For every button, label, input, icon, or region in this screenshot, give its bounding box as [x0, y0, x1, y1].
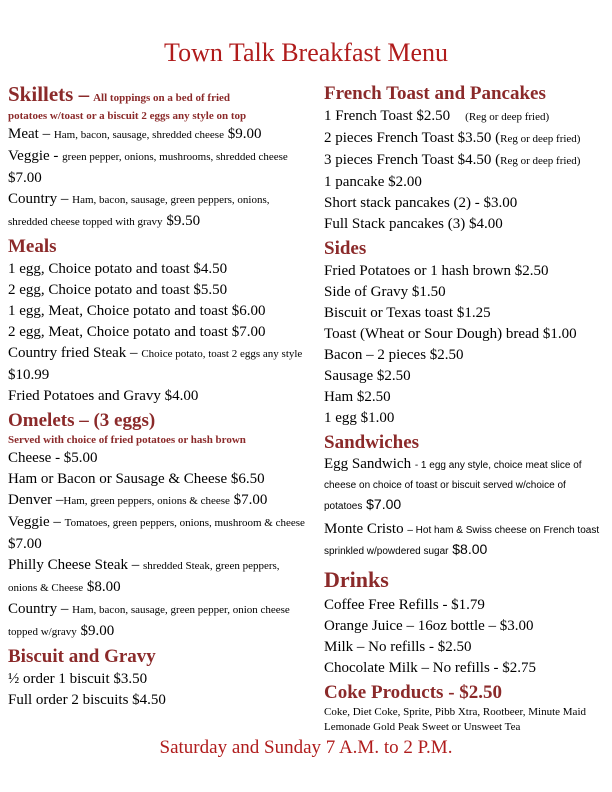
side-item: Fried Potatoes or 1 hash brown $2.50	[324, 263, 549, 279]
drink-item: Orange Juice – 16oz bottle – $3.00	[324, 618, 534, 634]
sandwich-item: Monte Cristo – Hot ham & Swiss cheese on French toast sprinkled w/powdered sugar $8.00	[324, 521, 600, 557]
biscuit-section	[8, 645, 308, 711]
omelets-section	[8, 409, 308, 643]
drinks-heading: Drinks	[324, 567, 389, 592]
skillets-note-2: potatoes w/toast or a biscuit 2 eggs any style on top	[8, 110, 247, 122]
right-column	[324, 80, 606, 735]
coke-heading: Coke Products - $2.50	[324, 682, 503, 703]
skillet-item: Country – Ham, bacon, sausage, green peppers, onions, shredded cheese topped with gravy $9.50	[8, 191, 270, 229]
meal-item: 1 egg, Choice potato and toast $4.50	[8, 261, 228, 277]
sides-section	[324, 237, 606, 429]
meal-item: 1 egg, Meat, Choice potato and toast $6.00	[8, 303, 266, 319]
skillets-heading: Skillets –	[8, 82, 90, 106]
sandwich-item: Egg Sandwich - 1 egg any style, choice meat slice of cheese on choice of toast or biscuit served w/choice of potatoes $7.00	[324, 456, 582, 512]
meal-item: 2 egg, Meat, Choice potato and toast $7.00	[8, 324, 266, 340]
skillets-section	[8, 80, 308, 233]
omelet-item: Denver –Ham, green peppers, onions & cheese $7.00	[8, 492, 268, 508]
left-column	[8, 80, 308, 711]
french-toast-item: 1 pancake $2.00	[324, 174, 422, 190]
french-toast-item: 2 pieces French Toast $3.50 (Reg or deep fried)	[324, 130, 581, 146]
french-toast-item: 3 pieces French Toast $4.50 (Reg or deep fried)	[324, 152, 581, 168]
french-toast-item: Short stack pancakes (2) - $3.00	[324, 195, 518, 211]
side-item: Biscuit or Texas toast $1.25	[324, 305, 491, 321]
biscuit-heading: Biscuit and Gravy	[8, 646, 156, 667]
sandwiches-section	[324, 431, 606, 561]
coke-description: Coke, Diet Coke, Sprite, Pibb Xtra, Rootbeer, Minute Maid Lemonade Gold Peak Sweet or Unsweet Tea	[324, 706, 586, 733]
french-toast-section	[324, 82, 606, 235]
omelets-note: Served with choice of fried potatoes or hash brown	[8, 434, 246, 446]
drink-item: Chocolate Milk – No refills - $2.75	[324, 660, 537, 676]
omelet-item: Country – Ham, bacon, sausage, green pepper, onion cheese topped w/gravy $9.00	[8, 601, 290, 639]
omelet-item: Cheese - $5.00	[8, 450, 98, 466]
omelet-item: Veggie – Tomatoes, green peppers, onions, mushroom & cheese $7.00	[8, 514, 305, 552]
side-item: Bacon – 2 pieces $2.50	[324, 347, 464, 363]
omelet-item: Philly Cheese Steak – shredded Steak, green peppers, onions & Cheese $8.00	[8, 557, 280, 595]
meal-item: Country fried Steak – Choice potato, toast 2 eggs any style $10.99	[8, 345, 303, 383]
french-toast-item: Full Stack pancakes (3) $4.00	[324, 216, 503, 232]
skillet-item: Veggie - green pepper, onions, mushrooms, shredded cheese $7.00	[8, 148, 288, 186]
biscuit-item: Full order 2 biscuits $4.50	[8, 692, 166, 708]
drink-item: Milk – No refills - $2.50	[324, 639, 472, 655]
skillets-note: All toppings on a bed of fried	[93, 92, 231, 104]
meal-item: 2 egg, Choice potato and toast $5.50	[8, 282, 228, 298]
meals-section	[8, 235, 308, 407]
drink-item: Coffee Free Refills - $1.79	[324, 597, 485, 613]
meals-heading: Meals	[8, 236, 57, 257]
side-item: Ham $2.50	[324, 389, 391, 405]
side-item: Toast (Wheat or Sour Dough) bread $1.00	[324, 326, 577, 342]
side-item: Sausage $2.50	[324, 368, 411, 384]
meal-item: Fried Potatoes and Gravy $4.00	[8, 388, 199, 404]
side-item: Side of Gravy $1.50	[324, 284, 446, 300]
menu-title: Town Talk Breakfast Menu	[164, 38, 448, 67]
omelets-heading: Omelets – (3 eggs)	[8, 410, 156, 431]
french-toast-item: 1 French Toast $2.50 (Reg or deep fried)	[324, 108, 550, 124]
side-item: 1 egg $1.00	[324, 410, 395, 426]
hours-footer: Saturday and Sunday 7 A.M. to 2 P.M.	[159, 737, 453, 758]
sandwiches-heading: Sandwiches	[324, 432, 420, 453]
biscuit-item: ½ order 1 biscuit $3.50	[8, 671, 148, 687]
omelet-item: Ham or Bacon or Sausage & Cheese $6.50	[8, 471, 265, 487]
coke-section	[324, 681, 606, 735]
skillet-item: Meat – Ham, bacon, sausage, shredded cheese $9.00	[8, 126, 262, 142]
french-toast-heading: French Toast and Pancakes	[324, 83, 546, 104]
drinks-section	[324, 565, 606, 679]
sides-heading: Sides	[324, 238, 367, 259]
